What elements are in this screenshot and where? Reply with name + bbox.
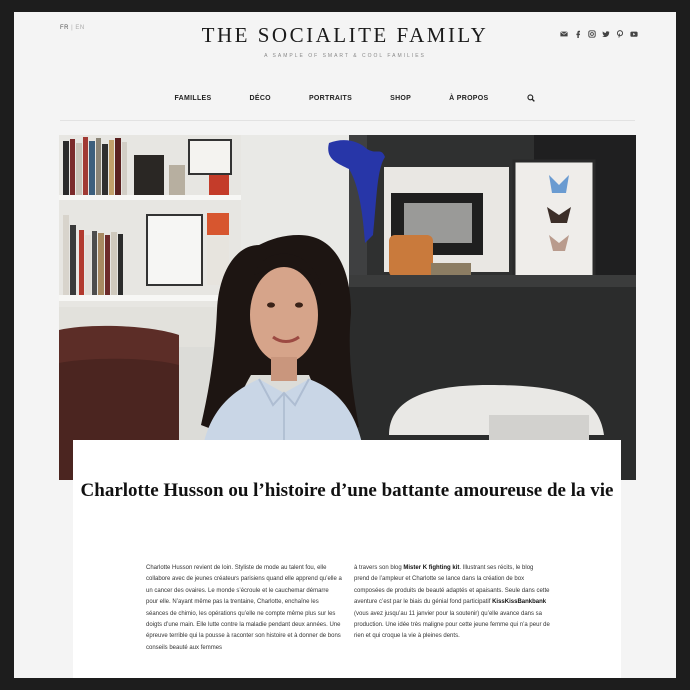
lang-separator: | [71, 25, 74, 31]
article-title: Charlotte Husson ou l’histoire d’une battante amoureuse de la vie [80, 480, 614, 501]
lang-en-link[interactable]: EN [75, 25, 85, 31]
nav-item-a-propos[interactable]: À PROPOS [449, 95, 489, 102]
crowdfunding-link[interactable]: KissKissBankbank [492, 599, 547, 606]
lang-fr-link[interactable]: FR [60, 25, 69, 31]
nav-item-familles[interactable]: FAMILLES [174, 95, 212, 102]
article-column-1: Charlotte Husson revient de loin. Styliste de mode au talent fou, elle collabore avec de jeunes créateurs parisiens quand elle apprend qu’elle a un cancer des ovaires. Le monde s’écroule et le cauchemar démarre pour elle. N’ayant même pas la trentaine, Charlotte, enchaîne les séances de chimio, les opérations qu’elle ne compte même plus sur les doigts d’une main. Elle lutte contre la maladie pendant deux années. Une épreuve terrible qui la pousse à raconter son histoire et à donner de bons conseils beauté aux femmes [146, 565, 342, 651]
instagram-icon[interactable] [587, 29, 596, 38]
page [14, 12, 676, 678]
main-nav [14, 95, 676, 103]
twitter-icon[interactable] [601, 29, 610, 38]
hero-photo [59, 135, 636, 480]
article-text: (vous avez jusqu’au 11 janvier pour la soutenir) qu’elle avance dans sa production. Une idée très maligne pour cette jeune femme qui n’a peur de rien et qui croque la vie à pleines dents. [354, 610, 550, 640]
article-column-2 [354, 563, 550, 643]
pinterest-icon[interactable] [615, 29, 624, 38]
header-divider [60, 120, 635, 121]
article-text: . Illustrant ses récits, le blog prend de l’ampleur et Charlotte se lance dans la création de box composées de produits de beauté adaptés et apaisants. Seule dans cette aventure c’est par le biais du génial fond participatif [354, 565, 550, 606]
mail-icon[interactable] [559, 29, 568, 38]
article-text: à travers son blog [354, 565, 404, 571]
nav-item-deco[interactable]: DÉCO [249, 95, 271, 102]
social-links [559, 29, 638, 38]
search-icon[interactable] [527, 94, 535, 102]
facebook-icon[interactable] [573, 29, 582, 38]
article-card [73, 440, 621, 678]
nav-item-portraits[interactable]: PORTRAITS [308, 95, 353, 102]
youtube-icon[interactable] [629, 29, 638, 38]
blog-link[interactable]: Mister K fighting kit [403, 565, 460, 571]
site-logo[interactable]: THE SOCIALITE FAMILY [201, 23, 489, 47]
site-tagline: A SAMPLE OF SMART & COOL FAMILIES [264, 53, 426, 59]
nav-item-shop[interactable]: SHOP [390, 95, 412, 102]
